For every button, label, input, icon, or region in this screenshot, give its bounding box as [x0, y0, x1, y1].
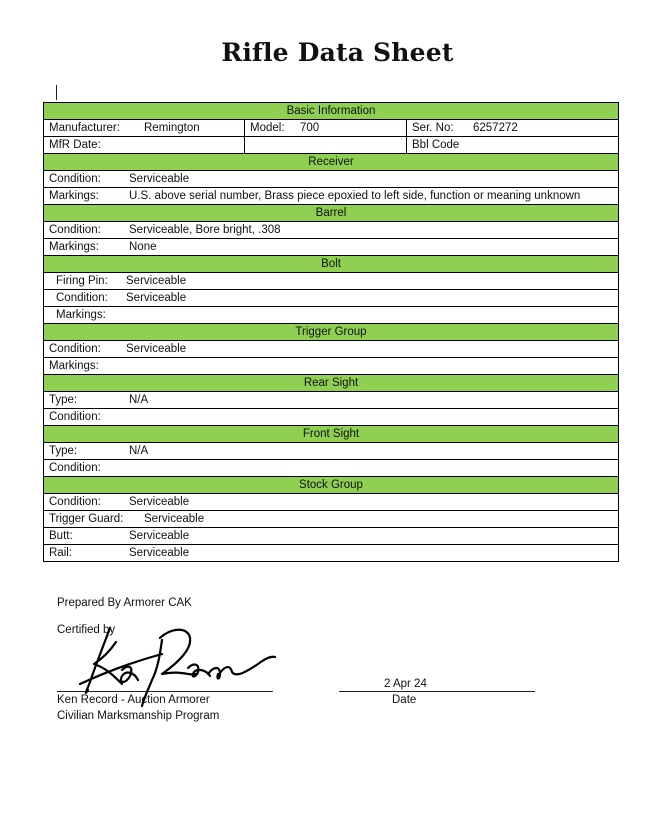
receiver-markings-value: U.S. above serial number, Brass piece epoxied to left side, function or meaning unknown	[129, 189, 581, 202]
field-label: Manufacturer:	[49, 121, 120, 134]
front-sight-type-value: N/A	[129, 444, 149, 457]
bolt-condition-value: Serviceable	[126, 291, 187, 304]
date-value: 2 Apr 24	[384, 678, 427, 690]
serial-value: 6257272	[473, 121, 518, 134]
table-row	[44, 188, 619, 205]
trigger-guard-value: Serviceable	[144, 512, 205, 525]
receiver-condition-value: Serviceable	[129, 172, 190, 185]
table-row	[44, 528, 619, 545]
field-label: Markings:	[49, 189, 99, 202]
page-title: Rifle Data Sheet	[221, 38, 454, 67]
signer-name: Ken Record - Auction Armorer	[57, 694, 210, 706]
handwritten-signature	[70, 624, 280, 714]
field-label: Model:	[250, 121, 285, 134]
section-header-receiver: Receiver	[44, 154, 619, 171]
section-header-front-sight: Front Sight	[44, 426, 619, 443]
field-label: Condition:	[49, 223, 101, 236]
field-label: Condition:	[49, 495, 101, 508]
field-label: Firing Pin:	[56, 274, 108, 287]
table-row	[44, 460, 619, 477]
field-label: Rail:	[49, 546, 73, 559]
section-header-rear-sight: Rear Sight	[44, 375, 619, 392]
section-header-stock-group: Stock Group	[44, 477, 619, 494]
field-label: Condition:	[49, 410, 101, 423]
table-row	[44, 358, 619, 375]
field-label: Condition:	[49, 342, 101, 355]
section-header-bolt: Bolt	[44, 256, 619, 273]
table-row	[44, 171, 619, 188]
field-label: Condition:	[49, 461, 101, 474]
table-row	[44, 239, 619, 256]
field-label: Trigger Guard:	[49, 512, 124, 525]
organization-name: Civilian Marksmanship Program	[57, 710, 220, 722]
table-row	[44, 120, 619, 137]
manufacturer-cell	[44, 120, 245, 137]
manufacturer-value: Remington	[144, 121, 200, 134]
date-label: Date	[392, 694, 417, 706]
table-row	[44, 392, 619, 409]
table-row	[44, 273, 619, 290]
mfr-date-cell	[44, 137, 245, 154]
model-cell	[245, 120, 407, 137]
table-row	[44, 307, 619, 324]
field-label: Ser. No:	[412, 121, 454, 134]
butt-value: Serviceable	[129, 529, 190, 542]
table-row	[44, 290, 619, 307]
table-row	[44, 137, 619, 154]
rail-value: Serviceable	[129, 546, 190, 559]
field-label: Type:	[49, 444, 78, 457]
table-row	[44, 545, 619, 562]
empty-cell	[245, 137, 407, 154]
field-label: MfR Date:	[49, 138, 101, 151]
field-label: Condition:	[56, 291, 108, 304]
trigger-condition-value: Serviceable	[126, 342, 187, 355]
field-label: Bbl Code	[412, 138, 460, 151]
bbl-code-cell	[407, 137, 619, 154]
data-sheet-table	[43, 102, 619, 562]
serial-cell	[407, 120, 619, 137]
barrel-markings-value: None	[129, 240, 157, 253]
text-cursor	[56, 85, 57, 100]
rear-sight-type-value: N/A	[129, 393, 149, 406]
field-label: Markings:	[49, 240, 99, 253]
barrel-condition-value: Serviceable, Bore bright, .308	[129, 223, 281, 236]
field-label: Markings:	[49, 359, 99, 372]
table-row	[44, 222, 619, 239]
certified-by-text: Certified by	[57, 624, 116, 636]
table-row	[44, 511, 619, 528]
field-label: Type:	[49, 393, 78, 406]
field-label: Condition:	[49, 172, 101, 185]
firing-pin-value: Serviceable	[126, 274, 187, 287]
field-label: Butt:	[49, 529, 73, 542]
stock-condition-value: Serviceable	[129, 495, 190, 508]
table-row	[44, 443, 619, 460]
section-header-basic-information: Basic Information	[44, 103, 619, 120]
section-header-trigger-group: Trigger Group	[44, 324, 619, 341]
prepared-by-text: Prepared By Armorer CAK	[57, 597, 192, 609]
table-row	[44, 494, 619, 511]
field-label: Markings:	[56, 308, 106, 321]
section-header-barrel: Barrel	[44, 205, 619, 222]
table-row	[44, 341, 619, 358]
model-value: 700	[300, 121, 320, 134]
date-line	[339, 691, 535, 692]
table-row	[44, 409, 619, 426]
